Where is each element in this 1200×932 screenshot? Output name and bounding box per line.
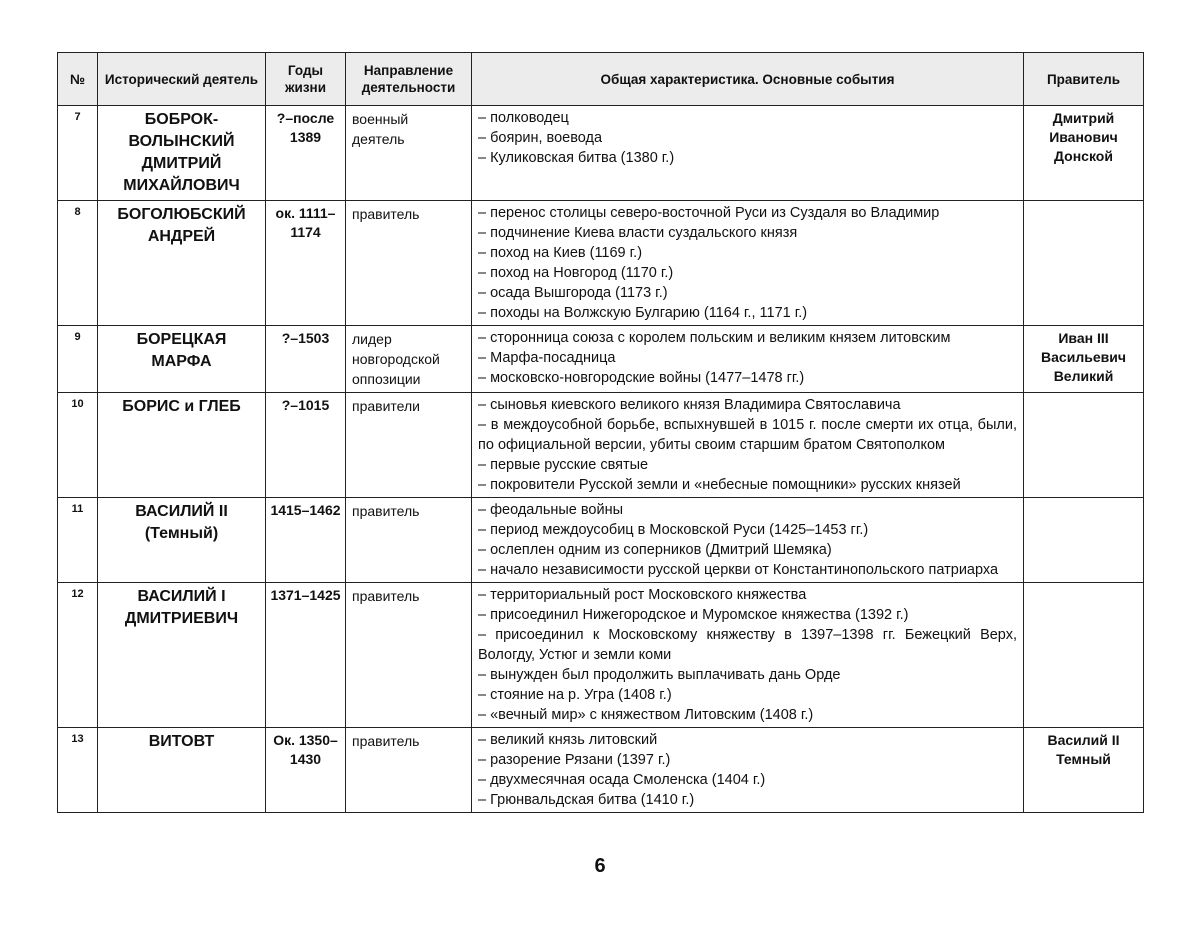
ruler-line: Васильевич bbox=[1028, 348, 1139, 367]
person-name-line: ДМИТРИЕВИЧ bbox=[102, 608, 261, 630]
years-line: ?–1015 bbox=[269, 396, 342, 415]
event-item: – московско-новгородские войны (1477–1478 гг.) bbox=[478, 368, 1017, 388]
person-name-line: БОГОЛЮБСКИЙ bbox=[102, 204, 261, 226]
event-item: – первые русские святые bbox=[478, 455, 1017, 475]
person-cell bbox=[98, 583, 266, 728]
event-item: – покровители Русской земли и «небесные помощники» русских князей bbox=[478, 475, 1017, 495]
years-cell bbox=[266, 728, 346, 813]
table-row bbox=[58, 393, 1144, 498]
table-row bbox=[58, 201, 1144, 326]
years-line: ?–после bbox=[269, 109, 342, 128]
ruler-cell bbox=[1024, 498, 1144, 583]
direction-line: правитель bbox=[352, 204, 465, 224]
event-item: – двухмесячная осада Смоленска (1404 г.) bbox=[478, 770, 1017, 790]
person-name-line: БОРИС и ГЛЕБ bbox=[102, 396, 261, 418]
direction-line: военный bbox=[352, 109, 465, 129]
direction-line: правитель bbox=[352, 501, 465, 521]
person-name-line: МИХАЙЛОВИЧ bbox=[102, 175, 261, 197]
header-direction: Направление деятельности bbox=[346, 53, 472, 106]
direction-cell bbox=[346, 498, 472, 583]
years-cell bbox=[266, 583, 346, 728]
event-item: – присоединил к Московскому княжеству в 1397–1398 гг. Бежецкий Верх, Вологду, Устюг и земли коми bbox=[478, 625, 1017, 665]
years-cell bbox=[266, 106, 346, 201]
event-item: – стояние на р. Угра (1408 г.) bbox=[478, 685, 1017, 705]
table-body bbox=[58, 106, 1144, 813]
ruler-line: Дмитрий bbox=[1028, 109, 1139, 128]
person-name-line: ДМИТРИЙ bbox=[102, 153, 261, 175]
event-item: – Куликовская битва (1380 г.) bbox=[478, 148, 1017, 168]
event-item: – перенос столицы северо-восточной Руси из Суздаля во Владимир bbox=[478, 203, 1017, 223]
row-number: 13 bbox=[58, 728, 98, 813]
direction-line: правители bbox=[352, 396, 465, 416]
event-item: – сторонница союза с королем польским и великим князем литовским bbox=[478, 328, 1017, 348]
events-cell bbox=[472, 498, 1024, 583]
person-cell bbox=[98, 201, 266, 326]
event-item: – поход на Киев (1169 г.) bbox=[478, 243, 1017, 263]
event-item: – начало независимости русской церкви от Константинопольского патри­арха bbox=[478, 560, 1017, 580]
event-item: – период междоусобиц в Московской Руси (1425–1453 гг.) bbox=[478, 520, 1017, 540]
event-item: – подчинение Киева власти суздальского князя bbox=[478, 223, 1017, 243]
table-row bbox=[58, 106, 1144, 201]
event-item: – осада Вышгорода (1173 г.) bbox=[478, 283, 1017, 303]
header-num: № bbox=[58, 53, 98, 106]
years-line: 1389 bbox=[269, 128, 342, 147]
ruler-cell bbox=[1024, 728, 1144, 813]
event-item: – Марфа-посадница bbox=[478, 348, 1017, 368]
events-cell bbox=[472, 326, 1024, 393]
direction-line: деятель bbox=[352, 129, 465, 149]
ruler-line: Темный bbox=[1028, 750, 1139, 769]
table-row bbox=[58, 498, 1144, 583]
direction-line: правитель bbox=[352, 586, 465, 606]
direction-cell bbox=[346, 106, 472, 201]
direction-line: лидер bbox=[352, 329, 465, 349]
person-cell bbox=[98, 106, 266, 201]
years-line: 1415–1462 bbox=[269, 501, 342, 520]
years-cell bbox=[266, 498, 346, 583]
event-item: – поход на Новгород (1170 г.) bbox=[478, 263, 1017, 283]
direction-cell bbox=[346, 393, 472, 498]
person-name-line: МАРФА bbox=[102, 351, 261, 373]
header-person: Исторический деятель bbox=[98, 53, 266, 106]
event-item: – полководец bbox=[478, 108, 1017, 128]
years-line: 1371–1425 bbox=[269, 586, 342, 605]
direction-cell bbox=[346, 583, 472, 728]
event-item: – великий князь литовский bbox=[478, 730, 1017, 750]
person-cell bbox=[98, 498, 266, 583]
header-years: Годы жизни bbox=[266, 53, 346, 106]
years-line: 1430 bbox=[269, 750, 342, 769]
events-cell bbox=[472, 728, 1024, 813]
person-name-line: ВАСИЛИЙ I bbox=[102, 586, 261, 608]
event-item: – территориальный рост Московского княжества bbox=[478, 585, 1017, 605]
direction-cell bbox=[346, 728, 472, 813]
direction-line: оппозиции bbox=[352, 369, 465, 389]
table-row bbox=[58, 728, 1144, 813]
person-cell bbox=[98, 393, 266, 498]
page-number: 6 bbox=[0, 855, 1200, 878]
person-name-line: БОБРОК- bbox=[102, 109, 261, 131]
history-table bbox=[57, 52, 1144, 813]
years-cell bbox=[266, 326, 346, 393]
years-cell bbox=[266, 201, 346, 326]
event-item: – вынужден был продолжить выплачивать дань Орде bbox=[478, 665, 1017, 685]
row-number: 11 bbox=[58, 498, 98, 583]
events-cell bbox=[472, 393, 1024, 498]
event-item: – походы на Волжскую Булгарию (1164 г., 1171 г.) bbox=[478, 303, 1017, 323]
row-number: 8 bbox=[58, 201, 98, 326]
table-row bbox=[58, 326, 1144, 393]
event-item: – присоединил Нижегородское и Муромское княжества (1392 г.) bbox=[478, 605, 1017, 625]
table-header-row bbox=[58, 53, 1144, 106]
direction-line: новгородской bbox=[352, 349, 465, 369]
ruler-line: Иванович bbox=[1028, 128, 1139, 147]
event-item: – разорение Рязани (1397 г.) bbox=[478, 750, 1017, 770]
events-cell bbox=[472, 583, 1024, 728]
ruler-line: Василий II bbox=[1028, 731, 1139, 750]
ruler-cell bbox=[1024, 106, 1144, 201]
row-number: 12 bbox=[58, 583, 98, 728]
row-number: 7 bbox=[58, 106, 98, 201]
years-line: ок. 1111– bbox=[269, 204, 342, 223]
event-item: – «вечный мир» с княжеством Литовским (1408 г.) bbox=[478, 705, 1017, 725]
ruler-cell bbox=[1024, 326, 1144, 393]
ruler-cell bbox=[1024, 393, 1144, 498]
person-name-line: ВИТОВТ bbox=[102, 731, 261, 753]
event-item: – Грюнвальдская битва (1410 г.) bbox=[478, 790, 1017, 810]
person-name-line: (Темный) bbox=[102, 523, 261, 545]
person-cell bbox=[98, 728, 266, 813]
ruler-line: Иван III bbox=[1028, 329, 1139, 348]
event-item: – боярин, воевода bbox=[478, 128, 1017, 148]
direction-cell bbox=[346, 201, 472, 326]
header-ruler: Правитель bbox=[1024, 53, 1144, 106]
person-name-line: БОРЕЦКАЯ bbox=[102, 329, 261, 351]
years-line: ?–1503 bbox=[269, 329, 342, 348]
years-cell bbox=[266, 393, 346, 498]
person-name-line: АНДРЕЙ bbox=[102, 226, 261, 248]
years-line: 1174 bbox=[269, 223, 342, 242]
event-item: – феодальные войны bbox=[478, 500, 1017, 520]
direction-line: правитель bbox=[352, 731, 465, 751]
header-events: Общая характеристика. Основные события bbox=[472, 53, 1024, 106]
table-row bbox=[58, 583, 1144, 728]
person-name-line: ВАСИЛИЙ II bbox=[102, 501, 261, 523]
ruler-cell bbox=[1024, 583, 1144, 728]
direction-cell bbox=[346, 326, 472, 393]
row-number: 9 bbox=[58, 326, 98, 393]
event-item: – ослеплен одним из соперников (Дмитрий Шемяка) bbox=[478, 540, 1017, 560]
person-cell bbox=[98, 326, 266, 393]
event-item: – сыновья киевского великого князя Владимира Святославича bbox=[478, 395, 1017, 415]
years-line: Ок. 1350– bbox=[269, 731, 342, 750]
ruler-line: Донской bbox=[1028, 147, 1139, 166]
ruler-line: Великий bbox=[1028, 367, 1139, 386]
events-cell bbox=[472, 201, 1024, 326]
events-cell bbox=[472, 106, 1024, 201]
row-number: 10 bbox=[58, 393, 98, 498]
person-name-line: ВОЛЫНСКИЙ bbox=[102, 131, 261, 153]
ruler-cell bbox=[1024, 201, 1144, 326]
event-item: – в междоусобной борьбе, вспыхнувшей в 1015 г. после смерти их отца, были, по официальной версии, убиты своим старшим братом Святополком bbox=[478, 415, 1017, 455]
